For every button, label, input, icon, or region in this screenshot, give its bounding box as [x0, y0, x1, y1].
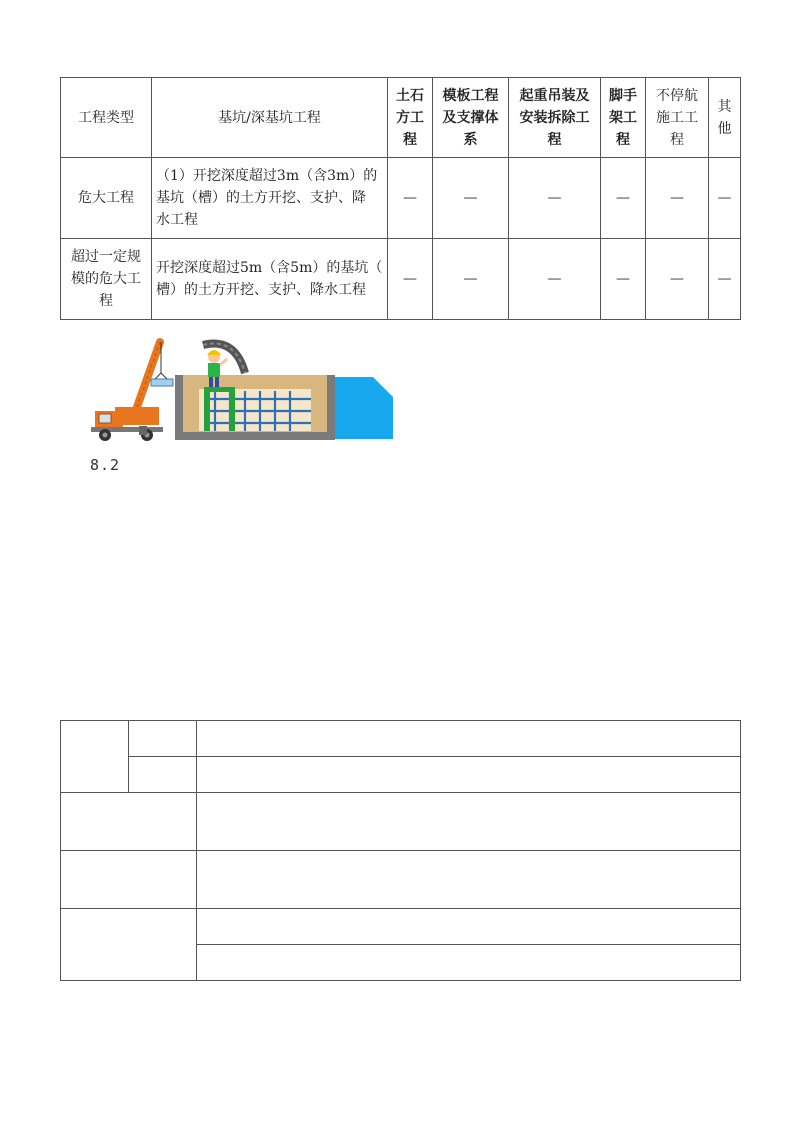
header-engineering-type: 工程类型	[61, 78, 152, 158]
table-row	[61, 239, 741, 320]
cell-scaffold: —	[601, 158, 646, 239]
cell-lifting: —	[509, 158, 601, 239]
table-cell	[61, 851, 197, 909]
figure-caption: 8.2	[90, 456, 121, 474]
table-cell	[197, 757, 741, 793]
excavation-pit-icon	[175, 375, 335, 440]
header-navigation: 不停航 施工工 程	[646, 78, 709, 158]
header-row	[61, 78, 741, 158]
table-cell	[61, 909, 197, 981]
crane-icon	[91, 342, 173, 441]
header-lifting: 起重吊装及 安装拆除工 程	[509, 78, 601, 158]
table-row	[61, 158, 741, 239]
table-cell	[197, 721, 741, 757]
row-description: 开挖深度超过5m（含5m）的基坑（ 槽）的土方开挖、支护、降水工程	[152, 239, 388, 320]
row-type: 超过一定规 模的危大工 程	[61, 239, 152, 320]
cell-scaffold: —	[601, 239, 646, 320]
header-earthwork: 土石 方工 程	[388, 78, 433, 158]
table-cell	[129, 721, 197, 757]
header-other: 其 他	[709, 78, 741, 158]
table-cell	[61, 721, 129, 793]
cell-formwork: —	[433, 158, 509, 239]
table-cell	[197, 851, 741, 909]
header-formwork: 模板工程 及支撑体 系	[433, 78, 509, 158]
table-row	[61, 757, 741, 793]
cell-earthwork: —	[388, 158, 433, 239]
table-row	[61, 793, 741, 851]
cell-earthwork: —	[388, 239, 433, 320]
cell-lifting: —	[509, 239, 601, 320]
cell-formwork: —	[433, 239, 509, 320]
header-scaffold: 脚手 架工 程	[601, 78, 646, 158]
row-type: 危大工程	[61, 158, 152, 239]
table-row	[61, 851, 741, 909]
table-cell	[197, 945, 741, 981]
blank-form-table	[60, 720, 741, 981]
table-row	[61, 721, 741, 757]
table-cell	[61, 793, 197, 851]
cell-other: —	[709, 158, 741, 239]
table-cell	[197, 793, 741, 851]
table-cell	[129, 757, 197, 793]
table-row	[61, 909, 741, 945]
cell-other: —	[709, 239, 741, 320]
header-pit-engineering: 基坑/深基坑工程	[152, 78, 388, 158]
hazard-classification-table	[60, 77, 741, 320]
excavation-illustration	[85, 333, 395, 443]
cell-navigation: —	[646, 158, 709, 239]
water-icon	[335, 377, 393, 439]
table-cell	[197, 909, 741, 945]
row-description: （1）开挖深度超过3m（含3m）的 基坑（槽）的土方开挖、支护、降 水工程	[152, 158, 388, 239]
cell-navigation: —	[646, 239, 709, 320]
